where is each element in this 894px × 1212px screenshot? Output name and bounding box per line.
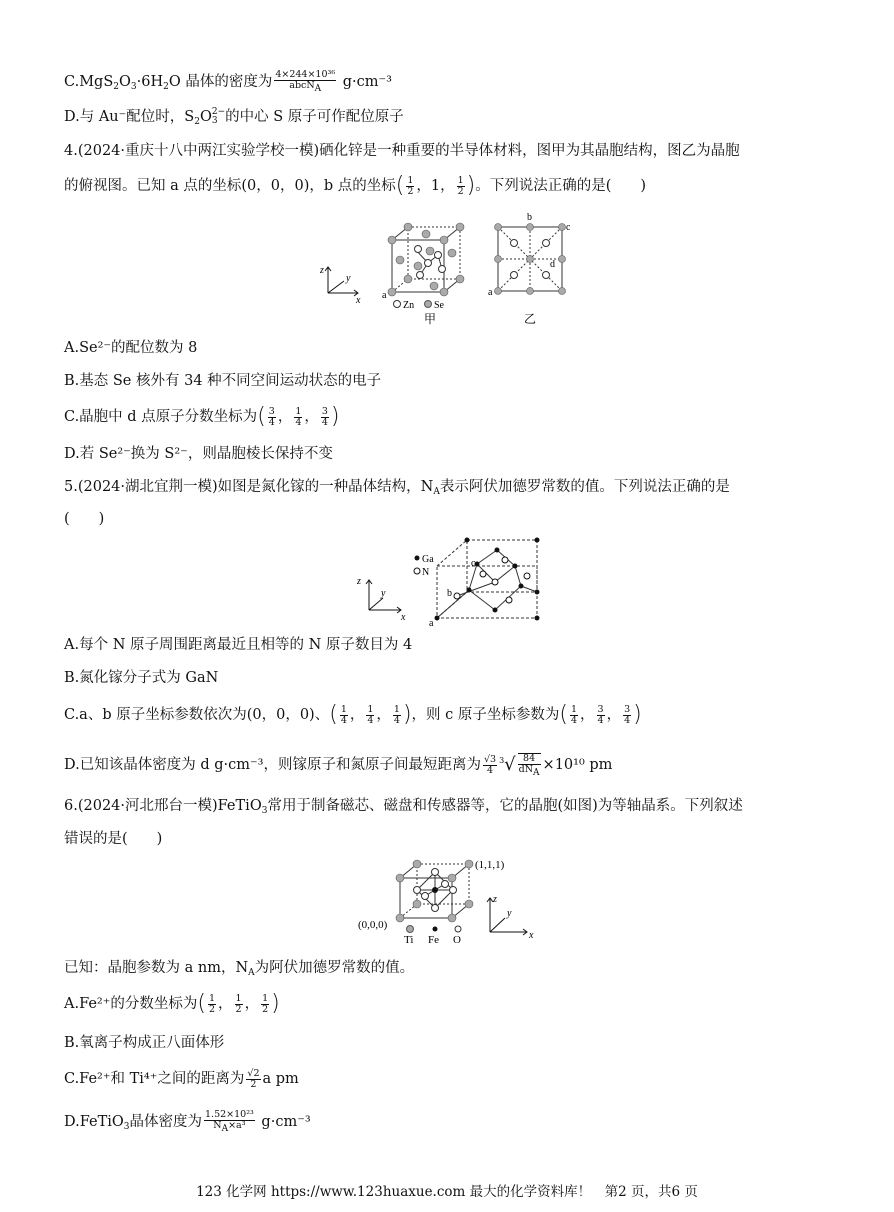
svg-text:Fe: Fe bbox=[428, 934, 439, 946]
svg-text:y: y bbox=[507, 908, 512, 919]
q4-option-c: C.晶胞中 d 点原子分数坐标为( $\frac{3}{4}$ ， $\frac{1}{4}$ ， $\frac{3}{4}$ ) bbox=[64, 404, 340, 429]
svg-text:b: b bbox=[447, 588, 452, 599]
svg-text:a: a bbox=[488, 287, 493, 298]
svg-text:x: x bbox=[529, 930, 534, 941]
svg-text:N: N bbox=[422, 567, 430, 578]
q4-axes bbox=[325, 267, 358, 296]
gallium-nitride-cell bbox=[437, 540, 537, 618]
svg-text:Ga: Ga bbox=[422, 554, 434, 565]
svg-text:Ti: Ti bbox=[404, 934, 414, 946]
svg-text:(0,0,0): (0,0,0) bbox=[358, 919, 388, 931]
q6-stem-line2: 错误的是( ) bbox=[64, 831, 163, 847]
svg-text:c: c bbox=[566, 222, 571, 233]
q6-option-c: C.Fe²⁺和 Ti⁴⁺之间的距离为 $\frac{√2}{2}$ a pm bbox=[64, 1067, 299, 1090]
q6-option-d: D.FeTiO$_3$晶体密度为 $\frac{\text{1.52×10²³}}{\text{NA×a³}}$ g·cm⁻³ bbox=[64, 1109, 311, 1134]
svg-text:a: a bbox=[382, 290, 387, 301]
q6-option-a: A.Fe²⁺的分数坐标为( $\frac{1}{2}$ ， $\frac{1}{2}$ ， $\frac{1}{2}$ ) bbox=[64, 991, 280, 1016]
svg-text:x: x bbox=[401, 612, 406, 623]
q5-option-c: C.a、b 原子坐标参数依次为(0，0，0)、( $\frac{1}{4}$ ， $\frac{1}{4}$ ， $\frac{1}{4}$ )，则 c 原子坐标参数为( $\frac{1}{4}$ ， $\frac{3}{4}$ ， $\frac{3}{4}$ ) bbox=[64, 702, 642, 727]
q5-stem-line1: 5.(2024·湖北宜荆一模)如图是氮化镓的一种晶体结构，$N_A$表示阿伏加德罗常数的值。下列说法正确的是 bbox=[64, 479, 730, 497]
q6-option-b: B.氧离子构成正八面体形 bbox=[64, 1035, 225, 1051]
q4-option-a: A.Se²⁻的配位数为 8 bbox=[64, 340, 198, 356]
q5-figure bbox=[345, 530, 555, 630]
q6-stem-line1: 6.(2024·河北邢台一模)FeTiO$_3$常用于制备磁芯、磁盘和传感器等，它的晶胞(如图)为等轴晶系。下列叙述 bbox=[64, 798, 743, 816]
svg-text:c: c bbox=[471, 558, 476, 569]
q5-option-d: D.已知该晶体密度为 d g·cm⁻³，则镓原子和氮原子间最短距离为 $\frac{√3}{4}$ $^3$√ $\frac{84}{\text{dNA}}$ ×10¹⁰ pm bbox=[64, 752, 613, 778]
svg-text:b: b bbox=[527, 212, 532, 223]
q6-figure bbox=[355, 852, 555, 947]
q5-stem-line2: ( ) bbox=[64, 511, 105, 527]
svg-text:x: x bbox=[356, 295, 361, 306]
page-footer: 123 化学网 https://www.123huaxue.com 最大的化学资料库！ 第2 页，共6 页 bbox=[196, 1184, 698, 1200]
svg-text:乙: 乙 bbox=[524, 312, 537, 326]
svg-text:(1,1,1): (1,1,1) bbox=[475, 859, 505, 871]
svg-text:甲: 甲 bbox=[424, 312, 437, 326]
svg-text:Zn: Zn bbox=[403, 300, 415, 311]
svg-text:d: d bbox=[550, 259, 555, 270]
svg-text:Se: Se bbox=[434, 300, 444, 311]
svg-text:a: a bbox=[429, 618, 434, 629]
svg-text:y: y bbox=[346, 273, 351, 284]
q4-option-b: B.基态 Se 核外有 34 种不同空间运动状态的电子 bbox=[64, 373, 382, 389]
density-fraction: $\frac{\text{4×244×10³⁶}}{\text{abcNA}}$ bbox=[275, 69, 336, 94]
q4-stem-line2: 的俯视图。已知 a 点的坐标(0，0，0)，b 点的坐标( $\frac{1}{2}$ ，1， $\frac{1}{2}$ )。下列说法正确的是( ) bbox=[64, 173, 647, 198]
q6-known: 已知：晶胞参数为 a nm，$N_A$为阿伏加德罗常数的值。 bbox=[64, 960, 415, 978]
q5-option-a: A.每个 N 原子周围距离最近且相等的 N 原子数目为 4 bbox=[64, 637, 413, 653]
svg-text:z: z bbox=[320, 265, 324, 276]
q3-option-d: D.与 Au⁻配位时，$S_2O$ 2− 3 的中心 S 原子可作配位原子 bbox=[64, 107, 404, 127]
svg-text:O: O bbox=[453, 934, 461, 946]
q4-option-d: D.若 Se²⁻换为 S²⁻，则晶胞棱长保持不变 bbox=[64, 446, 333, 462]
q3-option-c: $C.MgS_2O_3\cdot 6H_2O$ 晶体的密度为 $\frac{\text{4×244×10³⁶}}{\text{abcNA}}$ g·cm⁻³ bbox=[64, 69, 392, 94]
q4-figure bbox=[310, 205, 590, 330]
q5-option-b: B.氮化镓分子式为 GaN bbox=[64, 670, 219, 686]
q4-stem-line1: 4.(2024·重庆十八中两江实验学校一模)硒化锌是一种重要的半导体材料，图甲为其晶胞结构，图乙为晶胞 bbox=[64, 143, 740, 159]
svg-text:z: z bbox=[493, 894, 497, 905]
svg-text:y: y bbox=[381, 588, 386, 599]
svg-text:z: z bbox=[357, 576, 361, 587]
